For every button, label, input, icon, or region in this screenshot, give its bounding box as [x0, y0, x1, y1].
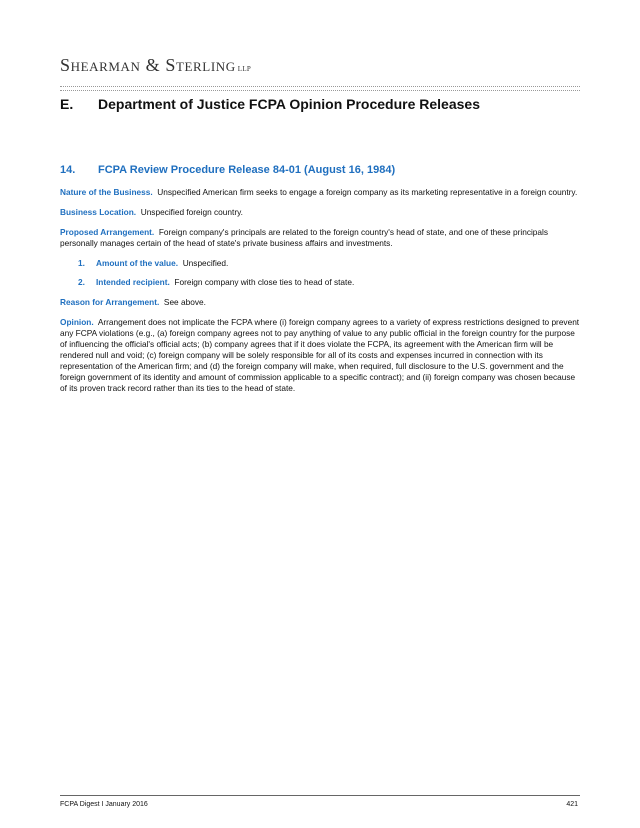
paragraph-location	[60, 207, 582, 218]
list-item-number: 1.	[78, 258, 85, 268]
section-number: E.	[60, 96, 74, 112]
document-body	[60, 187, 582, 403]
section-title: Department of Justice FCPA Opinion Procedure Releases	[98, 96, 480, 112]
page-number: 421	[566, 801, 578, 808]
opinion-text: Arrangement does not implicate the FCPA where (i) foreign company agrees to a variety of express restrictions designed to prevent any FCPA violations (e.g., (a) foreign company agrees not to pay anything of value to any public official in the foreign country for the purpose of influencing the official's official acts; (b) company agrees that if it does violate the FCPA, its agreement with the American firm will be rendered null and void; (c) foreign company will be solely responsible for all of its costs and expenses incurred in connection with its representation of the American firm; and (d) the foreign company will make, when required, full disclosure to the U.S. government and the foreign government of its identity and amount of commission applicable to a specific contract); and (ii) foreign company was chosen because of its proven track record rather than its ties to the head of state.	[60, 317, 580, 393]
reason-label: Reason for Arrangement.	[60, 297, 160, 307]
list-item-text: Foreign company with close ties to head of state.	[174, 277, 355, 287]
arrangement-text: Foreign company's principals are related to the foreign country's head of state, and one of these principals personally manages certain of the head of state's private business affairs and investments.	[60, 227, 549, 248]
nature-text: Unspecified American firm seeks to engage a foreign company as its marketing representative in a foreign country.	[157, 187, 578, 197]
list-item	[60, 258, 582, 269]
opinion-label: Opinion.	[60, 317, 94, 327]
paragraph-reason	[60, 297, 582, 308]
paragraph-nature	[60, 187, 582, 198]
logo-text: Shearman & Sterling	[60, 55, 236, 75]
list-item-label: Amount of the value.	[96, 258, 179, 268]
list-item-number: 2.	[78, 277, 85, 287]
arrangement-list	[60, 258, 582, 288]
nature-label: Nature of the Business.	[60, 187, 153, 197]
subsection-title: FCPA Review Procedure Release 84-01 (August 16, 1984)	[98, 164, 396, 176]
subsection-number: 14.	[60, 164, 76, 176]
footer-publication: FCPA Digest I January 2016	[60, 801, 148, 808]
list-item	[60, 277, 582, 288]
logo-suffix: LLP	[237, 65, 252, 73]
subsection-heading	[60, 164, 580, 176]
section-heading	[60, 96, 580, 112]
paragraph-opinion	[60, 317, 582, 394]
arrangement-label: Proposed Arrangement.	[60, 227, 155, 237]
list-item-label: Intended recipient.	[96, 277, 170, 287]
header-divider	[60, 86, 580, 91]
firm-logo	[60, 55, 251, 76]
footer-divider	[60, 795, 580, 796]
reason-text: See above.	[163, 297, 206, 307]
list-item-text: Unspecified.	[182, 258, 229, 268]
location-label: Business Location.	[60, 207, 137, 217]
paragraph-arrangement	[60, 227, 582, 249]
location-text: Unspecified foreign country.	[140, 207, 243, 217]
